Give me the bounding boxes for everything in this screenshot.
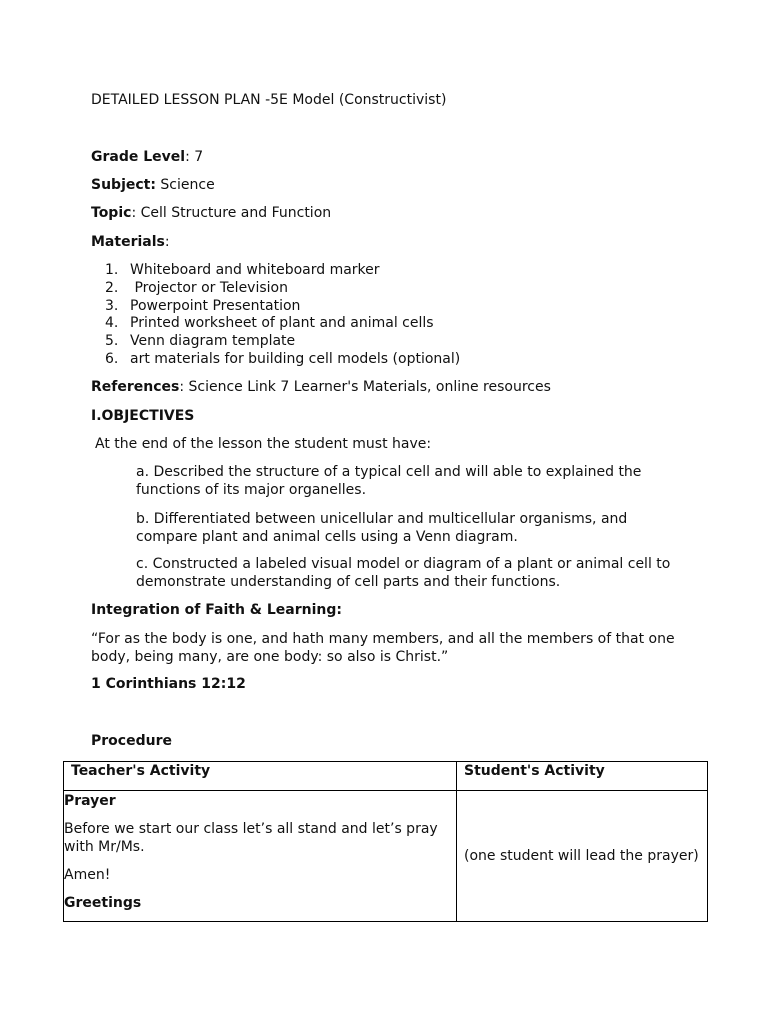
list-item: 4. Printed worksheet of plant and animal cells [105,315,434,332]
list-item: 3. Powerpoint Presentation [105,297,301,314]
topic-line [91,205,331,222]
list-item: 6. art materials for building cell models (optional) [105,350,461,367]
topic-label: Topic [91,205,132,221]
teacher-activity-cell [64,791,457,922]
objective-item: b. Differentiated between unicellular and multicellular organisms, and compare plant and animal cells using a Venn diagram. [136,511,628,545]
subject-value: Science [155,177,215,193]
materials-label: Materials [91,234,165,250]
references-value: : Science Link 7 Learner's Materials, online resources [179,379,551,395]
materials-colon: : [164,234,170,250]
prayer-instruction: Before we start our class let’s all stand and let’s pray with Mr/Ms. [64,821,438,855]
greetings-heading: Greetings [64,895,142,911]
references-label: References [91,379,180,395]
bible-citation: 1 Corinthians 12:12 [91,676,246,692]
document-title: DETAILED LESSON PLAN -5E Model (Constructivist) [91,92,447,108]
objective-item: a. Described the structure of a typical cell and will able to explained the functions of its major organelles. [136,464,642,498]
grade-level-separator: : [185,149,195,165]
objectives-heading: I.OBJECTIVES [91,408,195,424]
procedure-table [63,761,708,922]
student-activity-cell [457,791,708,922]
student-activity-header: Student's Activity [457,762,708,791]
table-row [64,791,708,922]
materials-heading [91,234,170,251]
references-line [91,379,551,396]
procedure-heading: Procedure [91,733,172,749]
materials-list [105,262,460,369]
objective-item: c. Constructed a labeled visual model or diagram of a plant or animal cell to demonstrate understanding of cell parts and their functions. [136,556,671,590]
grade-level-label: Grade Level [91,149,186,165]
faith-heading: Integration of Faith & Learning: [91,602,342,618]
grade-level-line [91,149,203,166]
list-item: 2. Projector or Television [105,279,288,296]
prayer-heading: Prayer [64,793,116,809]
subject-label: Subject: [91,177,156,193]
objectives-intro: At the end of the lesson the student must have: [95,436,432,452]
table-header-row [64,762,708,791]
list-item: 1. Whiteboard and whiteboard marker [105,262,380,278]
list-item: 5. Venn diagram template [105,333,296,350]
grade-level-value: 7 [194,149,204,165]
bible-quote: “For as the body is one, and hath many members, and all the members of that one body, being many, are one body: so also is Christ.” [91,631,675,665]
subject-line [91,177,215,194]
student-prayer-text: (one student will lead the prayer) [464,847,699,864]
topic-value: : Cell Structure and Function [131,205,332,221]
amen-text: Amen! [64,867,111,883]
teacher-activity-header: Teacher's Activity [64,762,457,791]
